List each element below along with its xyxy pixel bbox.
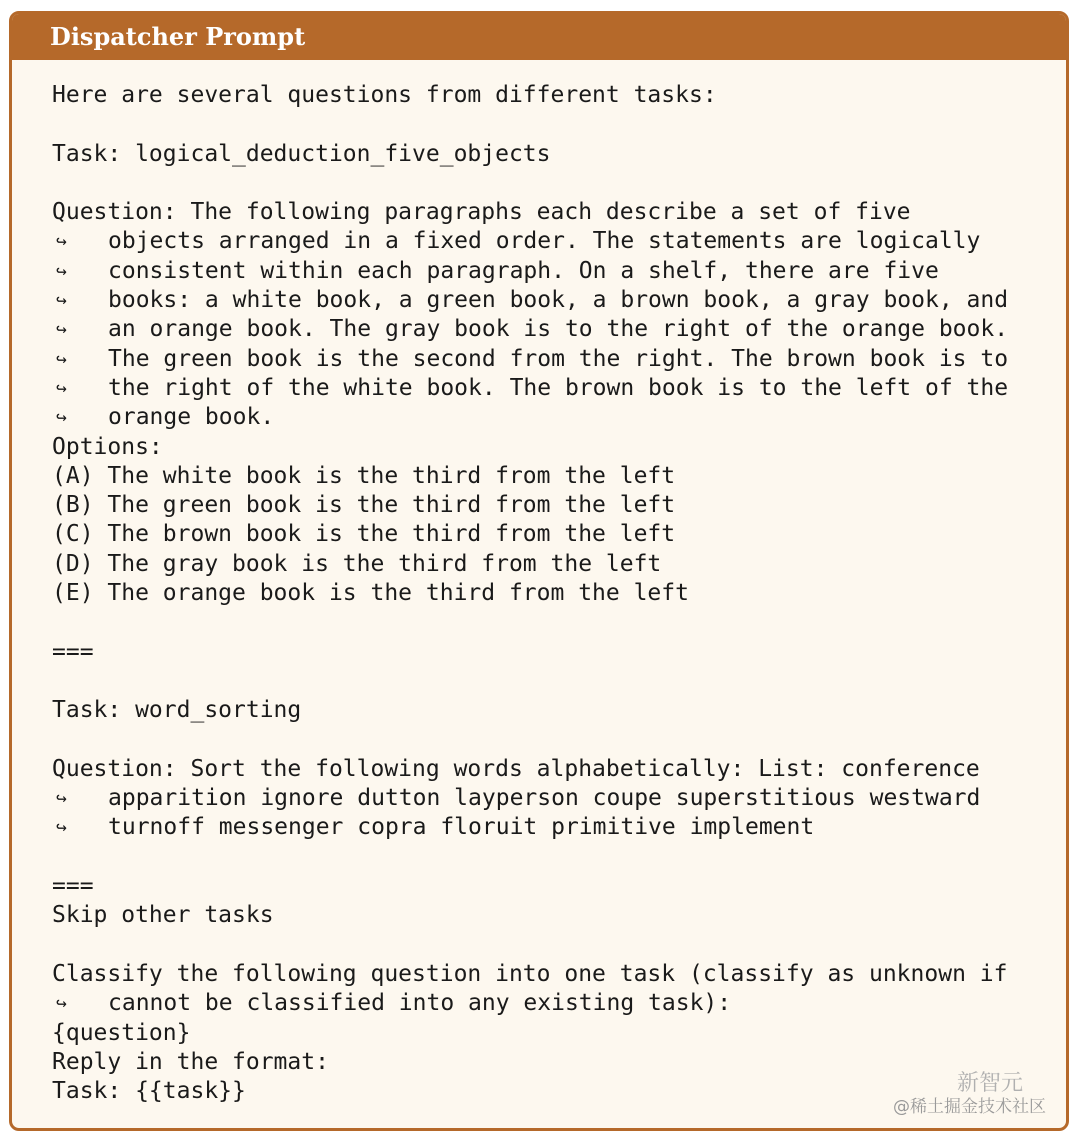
line-continuation-icon: ↪ [56,788,67,810]
line-text: Question: The following paragraphs each describe a set of five [52,199,911,226]
line-continuation-icon: ↪ [56,260,67,282]
prompt-line [52,140,1008,169]
line-continuation-icon: ↪ [56,817,67,839]
watermark [893,1071,1046,1117]
line-continuation-icon: ↪ [56,290,67,312]
continuation-line [52,315,1008,344]
line-text: (D) The gray book is the third from the left [52,550,662,577]
line-text: (C) The brown book is the third from the left [52,521,676,548]
line-continuation-icon: ↪ [56,407,67,429]
line-text: the right of the white book. The brown book is to the left of the [108,374,1009,401]
line-text: Here are several questions from different tasks: [52,82,717,108]
prompt-line [52,169,1008,198]
line-text: === [52,873,94,900]
continuation-line [52,989,1008,1018]
line-text: Task: word_sorting [52,697,302,724]
line-continuation-icon: ↪ [56,348,67,370]
line-text: Classify the following question into one task (classify as unknown if [52,960,1008,987]
prompt-line [52,1048,1008,1077]
continuation-line [52,345,1008,374]
line-text: Task: logical_deduction_five_objects [52,140,551,167]
prompt-line [52,726,1008,755]
prompt-line [52,696,1008,725]
prompt-line [52,110,1008,139]
prompt-line [52,755,1008,784]
line-text: Task: {{task}} [52,1078,246,1105]
prompt-text [52,81,1008,1106]
continuation-line [52,286,1008,315]
line-text: turnoff messenger copra floruit primitive implement [108,814,815,841]
continuation-line [52,257,1008,286]
line-text: apparition ignore dutton layperson coupe superstitious westward [108,785,981,812]
prompt-line [52,638,1008,667]
line-continuation-icon: ↪ [56,993,67,1015]
continuation-line [52,813,1008,842]
line-text: objects arranged in a fixed order. The statements are logically [108,228,981,255]
line-text: {question} [52,1019,191,1046]
prompt-box [9,11,1069,1131]
prompt-line [52,608,1008,637]
box-title: Dispatcher Prompt [12,14,1066,60]
line-text: Question: Sort the following words alphabetically: List: conference [52,755,980,782]
continuation-line [52,374,1008,403]
line-text: === [52,638,94,665]
line-continuation-icon: ↪ [56,377,67,399]
prompt-line [52,960,1008,989]
watermark-source: @稀土掘金技术社区 [893,1097,1046,1117]
line-text: books: a white book, a green book, a brown book, a gray book, and [108,287,1009,314]
watermark-brand: 新智元 [957,1071,1024,1096]
line-text: (E) The orange book is the third from the left [52,580,689,607]
line-text: consistent within each paragraph. On a shelf, there are five [108,257,939,284]
prompt-line [52,1019,1008,1048]
prompt-line [52,550,1008,579]
line-text: (B) The green book is the third from the left [52,492,676,519]
prompt-line [52,843,1008,872]
line-text: Reply in the format: [52,1048,329,1075]
continuation-line [52,784,1008,813]
line-text: an orange book. The gray book is to the right of the orange book. [108,316,1009,343]
line-text: orange book. [108,404,275,431]
continuation-line [52,403,1008,432]
line-text: Skip other tasks [52,902,274,929]
continuation-line [52,227,1008,256]
line-text: Options: [52,433,163,460]
prompt-line [52,198,1008,227]
line-continuation-icon: ↪ [56,231,67,253]
prompt-line [52,1077,1008,1106]
prompt-line [52,667,1008,696]
line-continuation-icon: ↪ [56,319,67,341]
prompt-line [52,931,1008,960]
prompt-line [52,491,1008,520]
prompt-line [52,579,1008,608]
line-text: cannot be classified into any existing task): [108,990,732,1017]
line-text: (A) The white book is the third from the left [52,462,676,489]
prompt-line [52,872,1008,901]
prompt-line [52,901,1008,930]
prompt-line [52,433,1008,462]
prompt-line [52,520,1008,549]
line-text: The green book is the second from the right. The brown book is to [108,345,1009,372]
prompt-line [52,462,1008,491]
prompt-line [52,81,1008,110]
